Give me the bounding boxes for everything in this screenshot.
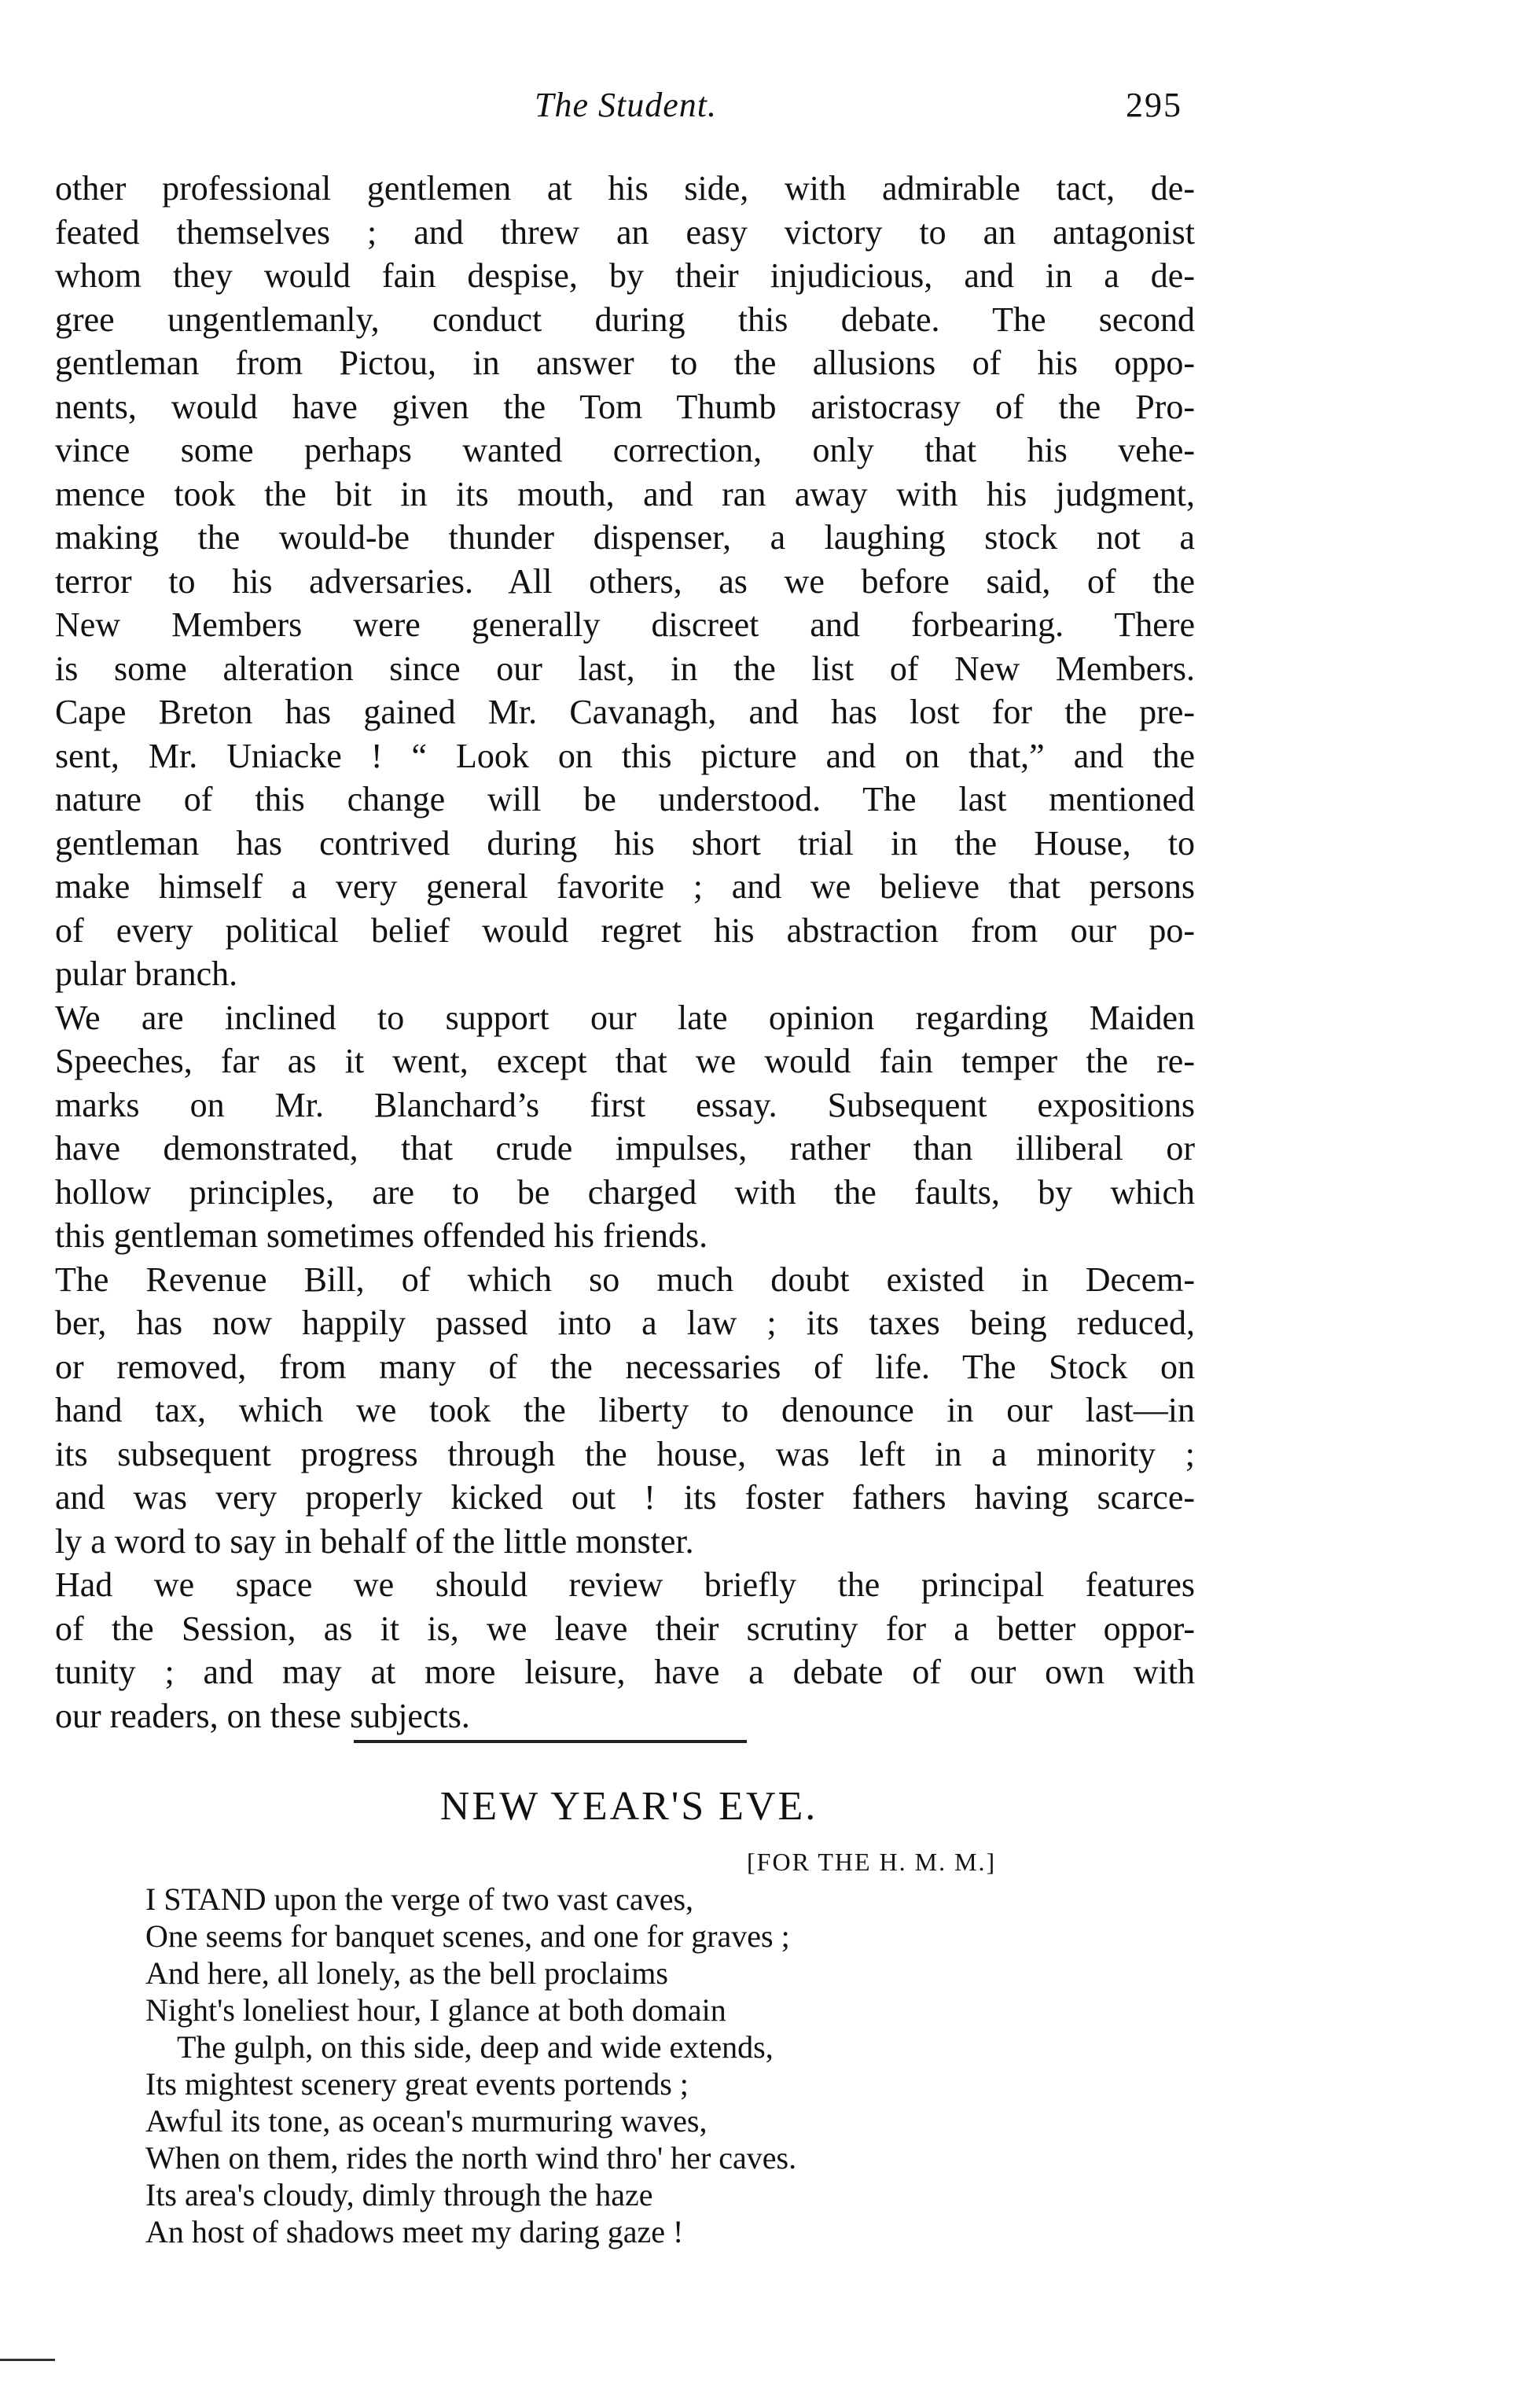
text-line: our readers, on these subjects. <box>55 1696 470 1735</box>
text-line: of every political belief would regret his abstraction from our po- <box>55 910 1195 950</box>
text-line: whom they would fain despise, by their injudicious, and in a de- <box>55 256 1195 295</box>
article-body <box>55 167 1195 1738</box>
text-line: Cape Breton has gained Mr. Cavanagh, and has lost for the pre- <box>55 693 1195 731</box>
text-line: feated themselves ; and threw an easy victory to an antagonist <box>55 212 1195 252</box>
text-line: tunity ; and may at more leisure, have a debate of our own with <box>55 1653 1195 1691</box>
text-line: gentleman from Pictou, in answer to the allusions of his oppo- <box>55 344 1195 382</box>
poem-line: An host of shadows meet my daring gaze ! <box>145 2214 684 2249</box>
poem-line: Night's loneliest hour, I glance at both domain <box>145 1992 726 2028</box>
poem-line: When on them, rides the north wind thro' her caves. <box>145 2140 797 2176</box>
paragraph-start: Had we space we should review briefly the principal features <box>55 1565 1195 1604</box>
text-line: make himself a very general favorite ; and we believe that persons <box>55 867 1195 906</box>
section-divider <box>354 1740 747 1743</box>
running-title: The Student. <box>535 86 717 124</box>
text-line: nents, would have given the Tom Thumb aristocrasy of the Pro- <box>55 387 1195 426</box>
text-line: hollow principles, are to be charged with the faults, by which <box>55 1172 1195 1212</box>
poem-title: NEW YEAR'S EVE. <box>439 1784 818 1829</box>
text-line: vince some perhaps wanted correction, only that his vehe- <box>55 431 1195 469</box>
text-line: other professional gentlemen at his side, with admirable tact, de- <box>55 169 1195 208</box>
poem-line: One seems for banquet scenes, and one for graves ; <box>145 1918 790 1954</box>
text-line: ber, has now happily passed into a law ; its taxes being reduced, <box>55 1304 1195 1342</box>
text-line: is some alteration since our last, in the list of New Members. <box>55 649 1195 688</box>
text-line: gree ungentlemanly, conduct during this debate. The second <box>55 300 1195 339</box>
text-line: pular branch. <box>55 954 238 993</box>
text-line: hand tax, which we took the liberty to denounce in our last—in <box>55 1391 1195 1429</box>
text-line: or removed, from many of the necessaries of life. The Stock on <box>55 1347 1195 1386</box>
text-line: mence took the bit in its mouth, and ran away with his judgment, <box>55 474 1195 513</box>
text-line: this gentleman sometimes offended his friends. <box>55 1216 708 1255</box>
scan-edge-mark <box>0 2359 55 2361</box>
page-number: 295 <box>1126 86 1182 124</box>
poem-line: I STAND upon the verge of two vast caves, <box>145 1881 694 1917</box>
poem-attribution: [FOR THE H. M. M.] <box>747 1848 997 1876</box>
text-line: have demonstrated, that crude impulses, rather than illiberal or <box>55 1129 1195 1168</box>
text-line: ly a word to say in behalf of the little monster. <box>55 1521 694 1561</box>
text-line: gentleman has contrived during his short trial in the House, to <box>55 823 1195 862</box>
text-line: making the would-be thunder dispenser, a laughing stock not a <box>55 518 1195 557</box>
text-line: New Members were generally discreet and forbearing. There <box>55 605 1195 644</box>
poem-line: Awful its tone, as ocean's murmuring waves, <box>145 2103 708 2139</box>
poem-line: And here, all lonely, as the bell proclaims <box>145 1955 668 1991</box>
text-line: marks on Mr. Blanchard’s first essay. Subsequent expositions <box>55 1085 1195 1124</box>
running-header <box>0 85 1540 132</box>
paragraph-start: The Revenue Bill, of which so much doubt existed in Decem- <box>55 1260 1195 1299</box>
text-line: Speeches, far as it went, except that we would fain temper the re- <box>55 1042 1195 1080</box>
paragraph-start: We are inclined to support our late opinion regarding Maiden <box>55 998 1195 1037</box>
text-line: and was very properly kicked out ! its foster fathers having scarce- <box>55 1478 1195 1517</box>
text-line: nature of this change will be understood. The last mentioned <box>55 780 1195 818</box>
poem-line: Its area's cloudy, dimly through the haze <box>145 2177 653 2212</box>
poem-body <box>145 1881 1089 2250</box>
text-line: its subsequent progress through the house, was left in a minority ; <box>55 1434 1195 1473</box>
text-line: sent, Mr. Uniacke ! “ Look on this picture and on that,” and the <box>55 736 1195 775</box>
text-line: of the Session, as it is, we leave their scrutiny for a better oppor- <box>55 1609 1195 1648</box>
poem-line: Its mightest scenery great events portends ; <box>145 2066 689 2102</box>
poem-line: The gulph, on this side, deep and wide extends, <box>177 2029 774 2065</box>
text-line: terror to his adversaries. All others, as we before said, of the <box>55 561 1195 601</box>
